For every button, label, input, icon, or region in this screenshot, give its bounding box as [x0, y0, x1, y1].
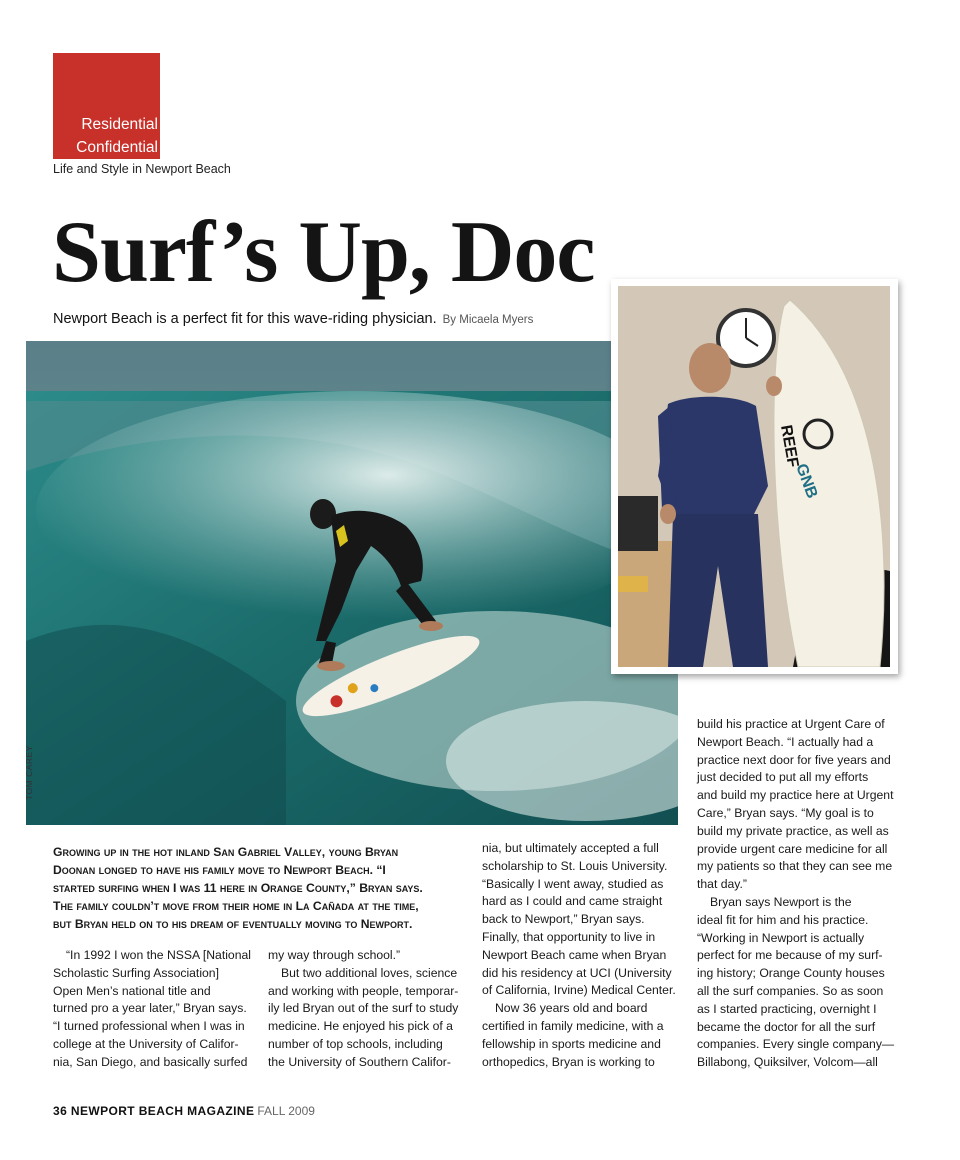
- body-line: “Basically I went away, studied as: [482, 876, 664, 891]
- body-line: But two additional loves, science: [281, 965, 458, 980]
- body-line: nia, San Diego, and basically surfed: [53, 1054, 248, 1069]
- body-column-1: [53, 947, 253, 1072]
- body-line: medicine. He enjoyed his pick of a: [268, 1019, 453, 1034]
- body-line: of California, Irvine) Medical Center.: [482, 983, 676, 998]
- body-line: number of top schools, including: [268, 1036, 443, 1051]
- body-line: build his practice at Urgent Care of: [697, 717, 885, 731]
- body-line: fellowship in sports medicine and: [482, 1036, 661, 1051]
- board-sticker-text: GNB: [792, 461, 821, 501]
- body-line: “In 1992 I won the NSSA [National: [66, 948, 251, 962]
- surfing-photo: [26, 341, 678, 825]
- body-line: just decided to put all my efforts: [697, 770, 869, 785]
- byline: By Micaela Myers: [442, 314, 534, 326]
- body-line: “I turned professional when I was in: [53, 1019, 245, 1034]
- deck-text: Newport Beach is a perfect fit for this wave-riding physician.: [53, 311, 437, 327]
- body-line: Newport Beach. “I actually had a: [697, 734, 874, 749]
- body-line: orthopedics, Bryan is working to: [482, 1054, 655, 1069]
- doctor-photo: [618, 286, 890, 667]
- surfing-photo-image: [26, 341, 678, 825]
- body-line: as I started practicing, overnight I: [697, 1001, 877, 1016]
- body-line: that day.”: [697, 877, 747, 892]
- body-line: ing history; Orange County houses: [697, 966, 885, 981]
- body-line: build my private practice, as well as: [697, 823, 889, 838]
- issue-label: FALL 2009: [257, 1104, 315, 1118]
- doctor-photo-image: [618, 286, 890, 667]
- body-line: the University of Southern Califor-: [268, 1054, 451, 1069]
- section-subtitle: Life and Style in Newport Beach: [53, 162, 231, 176]
- body-line: scholarship to St. Louis University.: [482, 858, 668, 873]
- body-column-3: [482, 840, 682, 1071]
- body-line: my patients so that they can see me: [697, 859, 893, 874]
- lead-paragraph: [53, 843, 467, 933]
- body-line: Open Men’s national title and: [53, 983, 211, 998]
- lead-line: Doonan longed to have his family move to Newport Beach. “I: [53, 863, 386, 877]
- section-tag-line-2: Confidential: [76, 139, 158, 156]
- body-line: Billabong, Quiksilver, Volcom—all: [697, 1055, 878, 1070]
- article-headline: Surf’s Up, Doc: [52, 204, 595, 301]
- lead-line: The family couldn’t move from their home in La Cañada at the time,: [53, 899, 419, 913]
- body-line: turned pro a year later,” Bryan says.: [53, 1001, 247, 1016]
- body-line: Finally, that opportunity to live in: [482, 929, 656, 944]
- page-footer: [53, 1104, 315, 1118]
- body-column-2: [268, 947, 468, 1072]
- lead-line: Growing up in the hot inland San Gabriel Valley, young Bryan: [53, 845, 399, 859]
- body-line: certified in family medicine, with a: [482, 1018, 664, 1033]
- body-line: provide urgent care medicine for all: [697, 841, 888, 856]
- body-line: college at the University of Califor-: [53, 1036, 239, 1051]
- body-line: Newport Beach came when Bryan: [482, 947, 667, 962]
- body-line: did his residency at UCI (University: [482, 965, 672, 980]
- body-line: practice next door for five years and: [697, 752, 891, 767]
- board-brand-text: REEF: [777, 423, 802, 469]
- body-line: “Working in Newport is actually: [697, 930, 865, 945]
- body-line: Scholastic Surfing Association]: [53, 965, 219, 980]
- article-deck: [53, 311, 533, 327]
- page-number: 36 NEWPORT BEACH MAGAZINE: [53, 1104, 255, 1118]
- photo-credit: TOM CAREY: [24, 745, 34, 800]
- body-line: back to Newport,” Bryan says.: [482, 912, 645, 927]
- body-line: nia, but ultimately accepted a full: [482, 841, 659, 855]
- body-line: and working with people, temporar-: [268, 983, 459, 998]
- body-line: Care,” Bryan says. “My goal is to: [697, 805, 874, 820]
- lead-line: started surfing when I was 11 here in Orange County,” Bryan says.: [53, 881, 423, 895]
- body-line: hard as I could and came straight: [482, 894, 663, 909]
- body-line: and build my practice here at Urgent: [697, 788, 894, 803]
- body-line: all the surf companies. So as soon: [697, 983, 884, 998]
- section-tag-line-1: Residential: [81, 116, 158, 133]
- lead-line: but Bryan held on to his dream of eventually moving to Newport.: [53, 917, 413, 931]
- doctor-photo-frame: [611, 279, 898, 674]
- section-tag: [53, 53, 160, 159]
- body-line: became the doctor for all the surf: [697, 1019, 876, 1034]
- body-line: ily led Bryan out of the surf to study: [268, 1001, 459, 1016]
- body-line: Bryan says Newport is the: [710, 894, 852, 909]
- body-line: ideal fit for him and his practice.: [697, 912, 869, 927]
- body-line: perfect for me because of my surf-: [697, 948, 883, 963]
- body-line: companies. Every single company—: [697, 1037, 895, 1052]
- body-line: Now 36 years old and board: [495, 1001, 648, 1016]
- body-column-4: [697, 716, 907, 1072]
- body-line: my way through school.”: [268, 948, 401, 962]
